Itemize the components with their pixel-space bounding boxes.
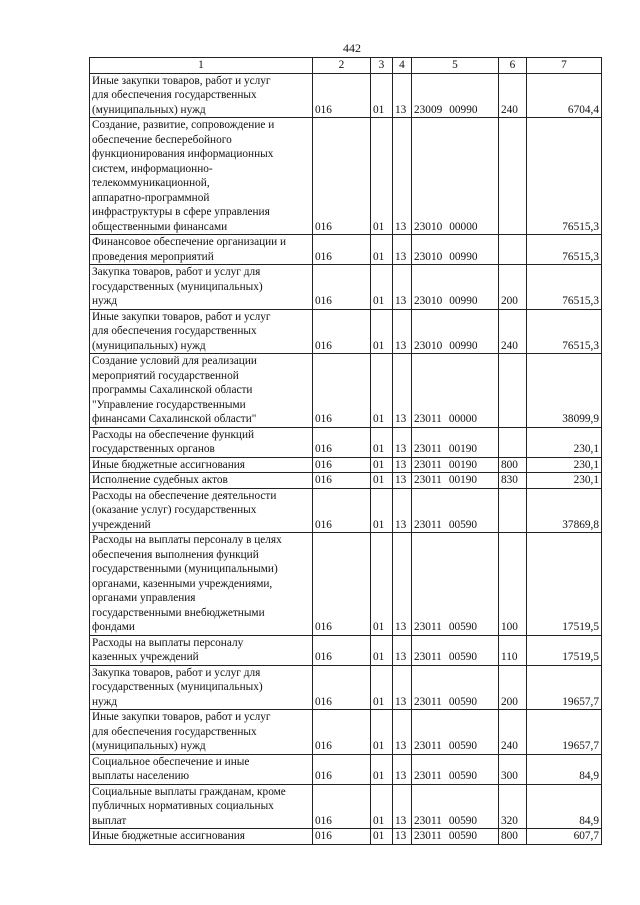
expense-name-line: государственными внебюджетными xyxy=(92,606,265,619)
target-article-code-part-1: 23011 xyxy=(414,413,442,425)
section-code: 01 xyxy=(371,427,393,457)
amount: 84,9 xyxy=(527,784,602,829)
expense-name-line: мероприятий государственной xyxy=(92,369,239,382)
amount: 38099,9 xyxy=(527,354,602,428)
amount: 76515,3 xyxy=(527,235,602,265)
target-article-code-part-2: 00190 xyxy=(448,458,478,471)
expense-name-line: аппаратно-программной xyxy=(92,191,210,204)
target-article-code-part-2: 00590 xyxy=(448,814,478,827)
section-code: 01 xyxy=(371,118,393,235)
expense-name-line: государственными (муниципальными) xyxy=(92,563,278,575)
ministry-code: 016 xyxy=(313,829,371,845)
target-article-code-part-2: 00590 xyxy=(448,651,478,663)
ministry-code: 016 xyxy=(313,635,371,665)
expense-type-code xyxy=(499,118,527,235)
ministry-code: 016 xyxy=(313,354,371,428)
target-article-code-part-2: 00590 xyxy=(448,770,478,782)
expense-name-line: "Управление государственными xyxy=(92,398,246,411)
amount: 84,9 xyxy=(527,754,602,784)
expense-name xyxy=(90,427,313,457)
expense-name xyxy=(90,118,313,235)
target-article-code-part-1: 23010 xyxy=(414,250,443,263)
expense-type-code xyxy=(499,488,527,533)
target-article-code-part-2: 00000 xyxy=(448,413,478,425)
target-article-code-part-2: 00190 xyxy=(448,474,478,486)
target-article-code-part-1: 23011 xyxy=(414,443,442,455)
expense-name-line: систем, информационно- xyxy=(92,162,213,175)
expense-name xyxy=(90,829,313,845)
amount: 19657,7 xyxy=(527,665,602,710)
amount: 76515,3 xyxy=(527,265,602,310)
expense-name-line: для обеспечения государственных xyxy=(92,325,257,337)
ministry-code: 016 xyxy=(313,118,371,235)
table-row xyxy=(90,829,602,845)
amount: 230,1 xyxy=(527,473,602,489)
section-code: 01 xyxy=(371,235,393,265)
expense-name-line: органами управления xyxy=(92,592,196,604)
target-article-code-part-2: 00990 xyxy=(449,103,478,116)
ministry-code: 016 xyxy=(313,265,371,310)
subsection-code: 13 xyxy=(393,118,412,235)
target-article-code xyxy=(412,309,499,354)
expense-name xyxy=(90,473,313,489)
ministry-code: 016 xyxy=(313,309,371,354)
subsection-code: 13 xyxy=(393,665,412,710)
expense-name-line: выплаты населению xyxy=(92,770,190,782)
target-article-code xyxy=(412,427,499,457)
expense-name-line: (муниципальных) нужд xyxy=(92,103,206,116)
expense-name xyxy=(90,309,313,354)
table-row xyxy=(90,488,602,533)
table-row xyxy=(90,754,602,784)
section-code: 01 xyxy=(371,488,393,533)
target-article-code xyxy=(412,710,499,755)
expense-name-line: Иные бюджетные ассигнования xyxy=(92,830,245,842)
target-article-code xyxy=(412,533,499,636)
expense-name-line: публичных нормативных социальных xyxy=(92,800,274,812)
expense-name-line: Создание, развитие, сопровождение и xyxy=(92,119,275,131)
expense-type-code: 110 xyxy=(499,635,527,665)
expense-name xyxy=(90,457,313,473)
subsection-code: 13 xyxy=(393,73,412,118)
expense-name-line: телекоммуникационной, xyxy=(92,177,210,189)
expense-type-code xyxy=(499,427,527,457)
ministry-code: 016 xyxy=(313,754,371,784)
amount: 19657,7 xyxy=(527,710,602,755)
expense-name-line: органами, казенными учреждениями, xyxy=(92,577,273,590)
column-header-3: 3 xyxy=(371,58,393,74)
expense-name-line: учреждений xyxy=(92,518,151,531)
target-article-code-part-1: 23011 xyxy=(414,814,442,827)
header-row xyxy=(90,58,602,74)
subsection-code: 13 xyxy=(393,354,412,428)
amount: 6704,4 xyxy=(527,73,602,118)
subsection-code: 13 xyxy=(393,427,412,457)
target-article-code xyxy=(412,73,499,118)
table-row xyxy=(90,784,602,829)
subsection-code: 13 xyxy=(393,309,412,354)
expense-name-line: (муниципальных) нужд xyxy=(92,740,206,752)
expense-name-line: программы Сахалинской области xyxy=(92,384,253,396)
section-code: 01 xyxy=(371,457,393,473)
target-article-code-part-1: 23011 xyxy=(414,458,442,471)
expense-name-line: нужд xyxy=(92,295,118,307)
target-article-code xyxy=(412,473,499,489)
subsection-code: 13 xyxy=(393,710,412,755)
amount: 37869,8 xyxy=(527,488,602,533)
expense-type-code: 830 xyxy=(499,473,527,489)
expense-name-line: Расходы на обеспечение деятельности xyxy=(92,489,277,502)
expense-name-line: Иные закупки товаров, работ и услуг xyxy=(92,74,271,87)
target-article-code-part-1: 23010 xyxy=(414,339,443,352)
section-code: 01 xyxy=(371,665,393,710)
section-code: 01 xyxy=(371,784,393,829)
ministry-code: 016 xyxy=(313,784,371,829)
page-number: 442 xyxy=(343,41,361,55)
ministry-code: 016 xyxy=(313,488,371,533)
expense-name-line: для обеспечения государственных xyxy=(92,89,257,101)
target-article-code xyxy=(412,457,499,473)
target-article-code-part-1: 23011 xyxy=(414,740,442,752)
expense-type-code: 240 xyxy=(499,73,527,118)
expense-name xyxy=(90,665,313,710)
target-article-code xyxy=(412,784,499,829)
section-code: 01 xyxy=(371,635,393,665)
expense-name xyxy=(90,265,313,310)
table-body xyxy=(90,73,602,844)
expense-name xyxy=(90,235,313,265)
target-article-code xyxy=(412,754,499,784)
subsection-code: 13 xyxy=(393,635,412,665)
expense-name-line: обеспечение бесперебойного xyxy=(92,133,232,146)
table-row xyxy=(90,118,602,235)
expense-type-code: 240 xyxy=(499,710,527,755)
expense-name-line: финансами Сахалинской области" xyxy=(92,413,257,425)
expense-name-line: Создание условий для реализации xyxy=(92,355,257,367)
column-header-2: 2 xyxy=(313,58,371,74)
column-header-6: 6 xyxy=(499,58,527,74)
expense-type-code: 800 xyxy=(499,457,527,473)
table-row xyxy=(90,427,602,457)
table-row xyxy=(90,665,602,710)
expense-name xyxy=(90,710,313,755)
expense-name-line: государственных органов xyxy=(92,443,215,455)
subsection-code: 13 xyxy=(393,488,412,533)
target-article-code-part-1: 23011 xyxy=(414,651,442,663)
expense-name xyxy=(90,488,313,533)
target-article-code xyxy=(412,488,499,533)
expense-name-line: (муниципальных) нужд xyxy=(92,339,206,352)
expense-name-line: инфраструктуры в сфере управления xyxy=(92,206,270,218)
subsection-code: 13 xyxy=(393,235,412,265)
table-row xyxy=(90,265,602,310)
target-article-code-part-1: 23011 xyxy=(414,474,442,486)
expense-name-line: государственных (муниципальных) xyxy=(92,681,263,693)
expense-name-line: Социальные выплаты гражданам, кроме xyxy=(92,785,286,798)
subsection-code: 13 xyxy=(393,829,412,845)
expense-name-line: Финансовое обеспечение организации и xyxy=(92,236,287,248)
budget-table xyxy=(89,57,602,845)
target-article-code-part-2: 00990 xyxy=(449,339,478,352)
column-header-7: 7 xyxy=(527,58,602,74)
subsection-code: 13 xyxy=(393,784,412,829)
amount: 230,1 xyxy=(527,457,602,473)
expense-type-code: 300 xyxy=(499,754,527,784)
expense-name-line: Исполнение судебных актов xyxy=(92,474,228,486)
table-row xyxy=(90,710,602,755)
amount: 230,1 xyxy=(527,427,602,457)
expense-type-code xyxy=(499,354,527,428)
expense-type-code: 200 xyxy=(499,665,527,710)
expense-name-line: Закупка товаров, работ и услуг для xyxy=(92,666,261,679)
column-header-5: 5 xyxy=(412,58,499,74)
target-article-code xyxy=(412,235,499,265)
target-article-code-part-1: 23011 xyxy=(414,695,442,708)
target-article-code xyxy=(412,354,499,428)
expense-name-line: Расходы на выплаты персоналу в целях xyxy=(92,534,282,546)
expense-name-line: Закупка товаров, работ и услуг для xyxy=(92,266,261,278)
target-article-code xyxy=(412,118,499,235)
expense-name-line: общественными финансами xyxy=(92,220,228,233)
amount: 17519,5 xyxy=(527,635,602,665)
target-article-code-part-1: 23011 xyxy=(414,518,442,531)
amount: 76515,3 xyxy=(527,309,602,354)
table-row xyxy=(90,309,602,354)
expense-name-line: государственных (муниципальных) xyxy=(92,280,263,293)
target-article-code xyxy=(412,665,499,710)
table-row xyxy=(90,473,602,489)
ministry-code: 016 xyxy=(313,427,371,457)
section-code: 01 xyxy=(371,309,393,354)
expense-name-line: для обеспечения государственных xyxy=(92,725,257,738)
expense-name-line: выплат xyxy=(92,814,127,827)
amount: 607,7 xyxy=(527,829,602,845)
expense-type-code: 800 xyxy=(499,829,527,845)
amount: 76515,3 xyxy=(527,118,602,235)
section-code: 01 xyxy=(371,73,393,118)
section-code: 01 xyxy=(371,473,393,489)
expense-type-code: 100 xyxy=(499,533,527,636)
target-article-code-part-1: 23011 xyxy=(414,621,442,633)
ministry-code: 016 xyxy=(313,533,371,636)
target-article-code xyxy=(412,829,499,845)
subsection-code: 13 xyxy=(393,533,412,636)
expense-name-line: Расходы на выплаты персоналу xyxy=(92,636,244,649)
ministry-code: 016 xyxy=(313,473,371,489)
expense-type-code: 320 xyxy=(499,784,527,829)
section-code: 01 xyxy=(371,354,393,428)
target-article-code-part-2: 00990 xyxy=(449,250,478,263)
section-code: 01 xyxy=(371,265,393,310)
section-code: 01 xyxy=(371,533,393,636)
ministry-code: 016 xyxy=(313,710,371,755)
subsection-code: 13 xyxy=(393,473,412,489)
target-article-code-part-2: 00590 xyxy=(448,518,478,531)
amount: 17519,5 xyxy=(527,533,602,636)
target-article-code-part-1: 23009 xyxy=(414,103,443,116)
target-article-code-part-1: 23011 xyxy=(414,830,442,842)
section-code: 01 xyxy=(371,710,393,755)
target-article-code-part-1: 23011 xyxy=(414,770,442,782)
table-row xyxy=(90,235,602,265)
expense-name-line: Социальное обеспечение и иные xyxy=(92,755,250,768)
column-header-1: 1 xyxy=(90,58,313,74)
ministry-code: 016 xyxy=(313,457,371,473)
table-row xyxy=(90,354,602,428)
expense-name-line: обеспечения выполнения функций xyxy=(92,548,259,561)
expense-name-line: Расходы на обеспечение функций xyxy=(92,428,255,441)
expense-name-line: Иные бюджетные ассигнования xyxy=(92,458,245,471)
expense-name-line: проведения мероприятий xyxy=(92,250,214,263)
table-row xyxy=(90,73,602,118)
target-article-code-part-2: 00590 xyxy=(448,740,478,752)
ministry-code: 016 xyxy=(313,665,371,710)
ministry-code: 016 xyxy=(313,235,371,265)
expense-name-line: казенных учреждений xyxy=(92,651,199,663)
expense-name-line: (оказание услуг) государственных xyxy=(92,504,257,516)
target-article-code-part-2: 00190 xyxy=(448,443,478,455)
expense-name-line: нужд xyxy=(92,695,118,708)
target-article-code-part-2: 00590 xyxy=(448,830,478,842)
subsection-code: 13 xyxy=(393,457,412,473)
expense-name xyxy=(90,354,313,428)
expense-name xyxy=(90,73,313,118)
subsection-code: 13 xyxy=(393,265,412,310)
expense-name xyxy=(90,533,313,636)
target-article-code-part-2: 00990 xyxy=(449,295,478,307)
target-article-code-part-2: 00590 xyxy=(448,695,478,708)
expense-name xyxy=(90,784,313,829)
expense-type-code xyxy=(499,235,527,265)
target-article-code-part-2: 00000 xyxy=(449,220,478,233)
ministry-code: 016 xyxy=(313,73,371,118)
expense-name-line: фондами xyxy=(92,621,135,633)
subsection-code: 13 xyxy=(393,754,412,784)
expense-name-line: Иные закупки товаров, работ и услуг xyxy=(92,711,271,723)
target-article-code-part-1: 23010 xyxy=(414,295,443,307)
expense-name xyxy=(90,754,313,784)
expense-name-line: Иные закупки товаров, работ и услуг xyxy=(92,310,271,323)
target-article-code xyxy=(412,265,499,310)
column-header-4: 4 xyxy=(393,58,412,74)
section-code: 01 xyxy=(371,829,393,845)
table-row xyxy=(90,457,602,473)
expense-name-line: функционирования информационных xyxy=(92,148,274,160)
expense-name xyxy=(90,635,313,665)
table-row xyxy=(90,533,602,636)
target-article-code-part-1: 23010 xyxy=(414,220,443,233)
section-code: 01 xyxy=(371,754,393,784)
target-article-code-part-2: 00590 xyxy=(448,621,478,633)
table-row xyxy=(90,635,602,665)
expense-type-code: 240 xyxy=(499,309,527,354)
target-article-code xyxy=(412,635,499,665)
expense-type-code: 200 xyxy=(499,265,527,310)
